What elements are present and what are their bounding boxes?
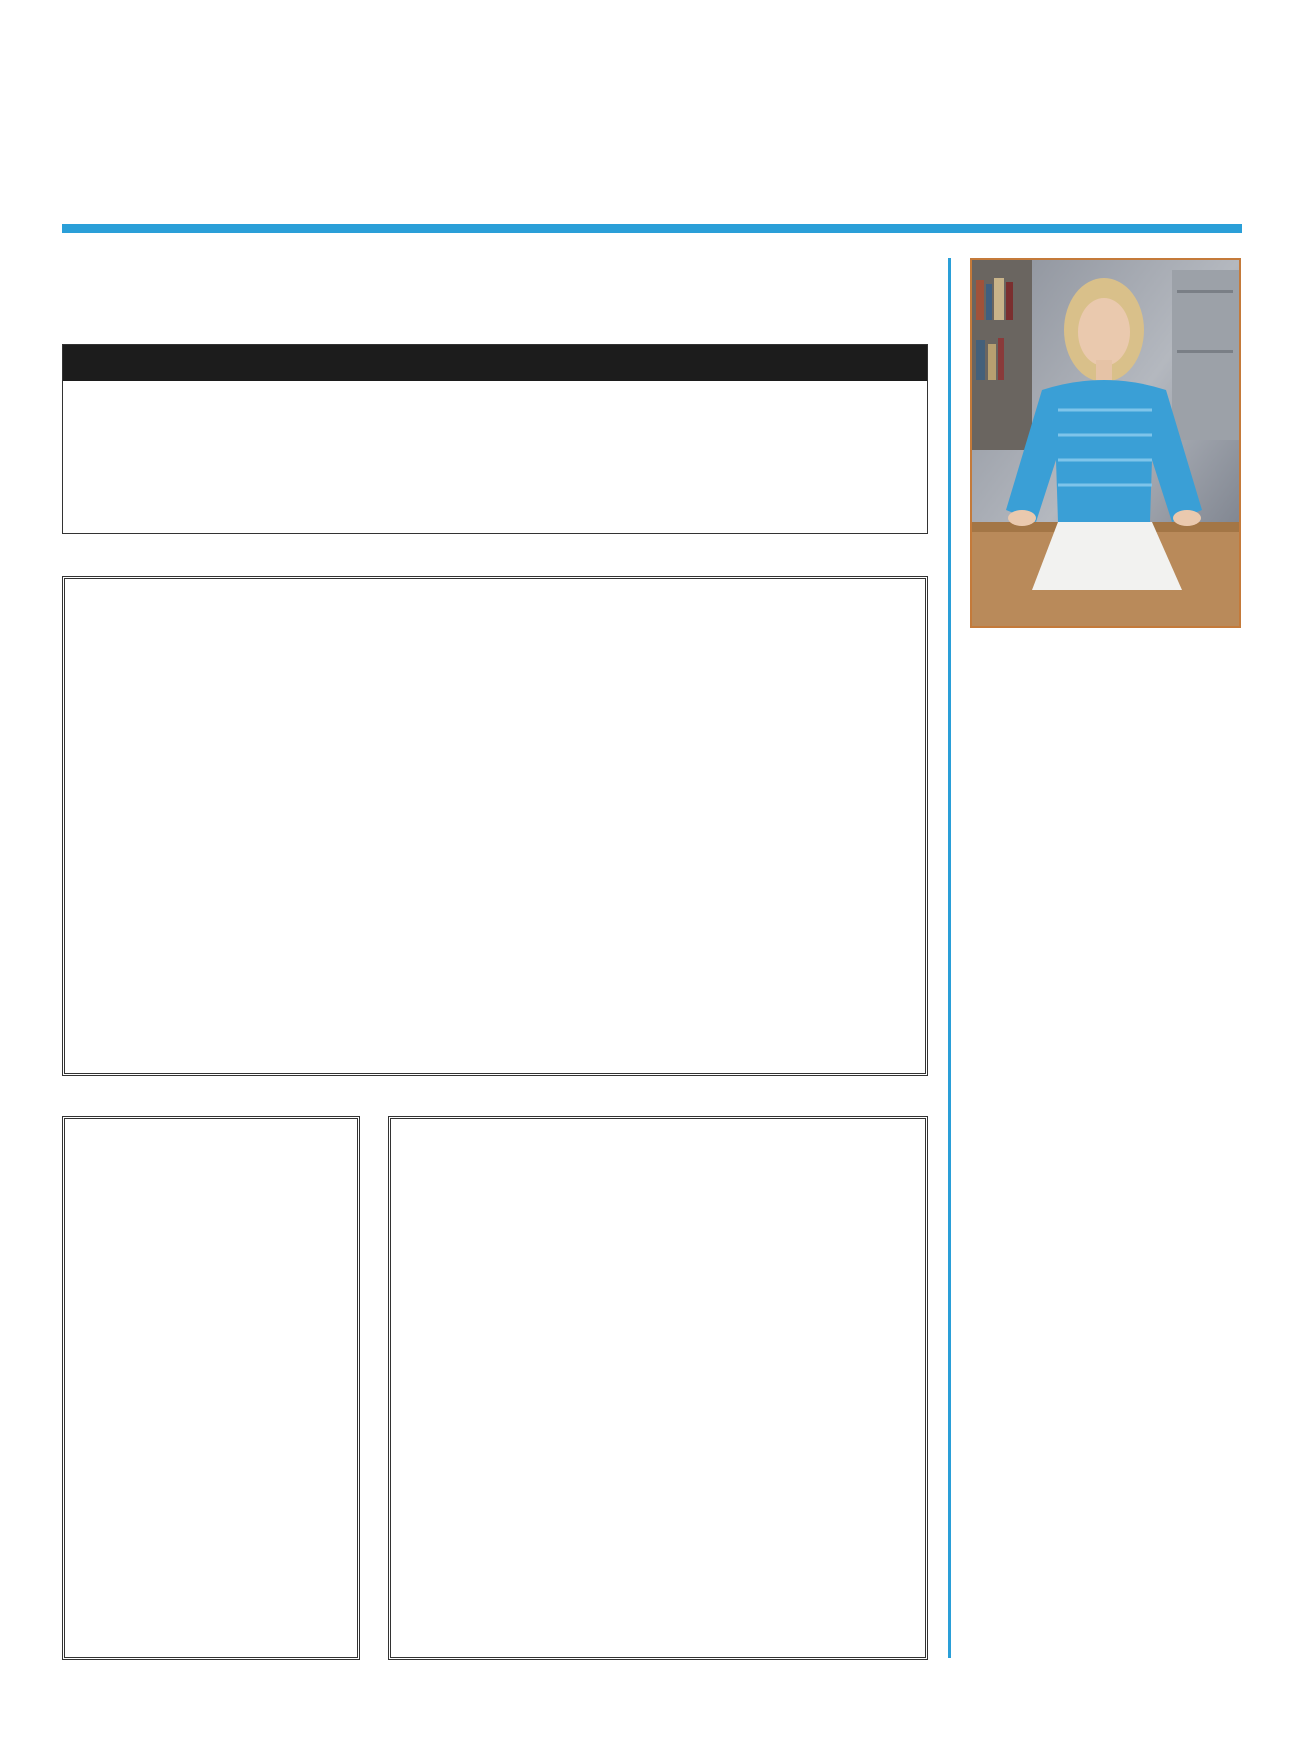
step-5: [511, 955, 906, 957]
size-table-title: [63, 345, 927, 381]
header-rule: [62, 224, 1242, 233]
step-3: [511, 783, 906, 785]
column-divider: [948, 258, 951, 1658]
step-1: [87, 783, 467, 785]
model-photo: [970, 258, 1241, 628]
step-2: [87, 929, 467, 931]
step-4: [511, 857, 906, 859]
abbreviations-box: [64, 1118, 358, 1658]
italian-bindoff-box: [64, 578, 926, 1074]
project-instructions: [968, 730, 1242, 751]
photo-illustration: [972, 260, 1239, 626]
cross-caston-text: [413, 1177, 903, 1179]
cross-caston-box: [390, 1118, 926, 1658]
size-table: [62, 344, 928, 534]
pattern1-para: [968, 730, 1242, 751]
